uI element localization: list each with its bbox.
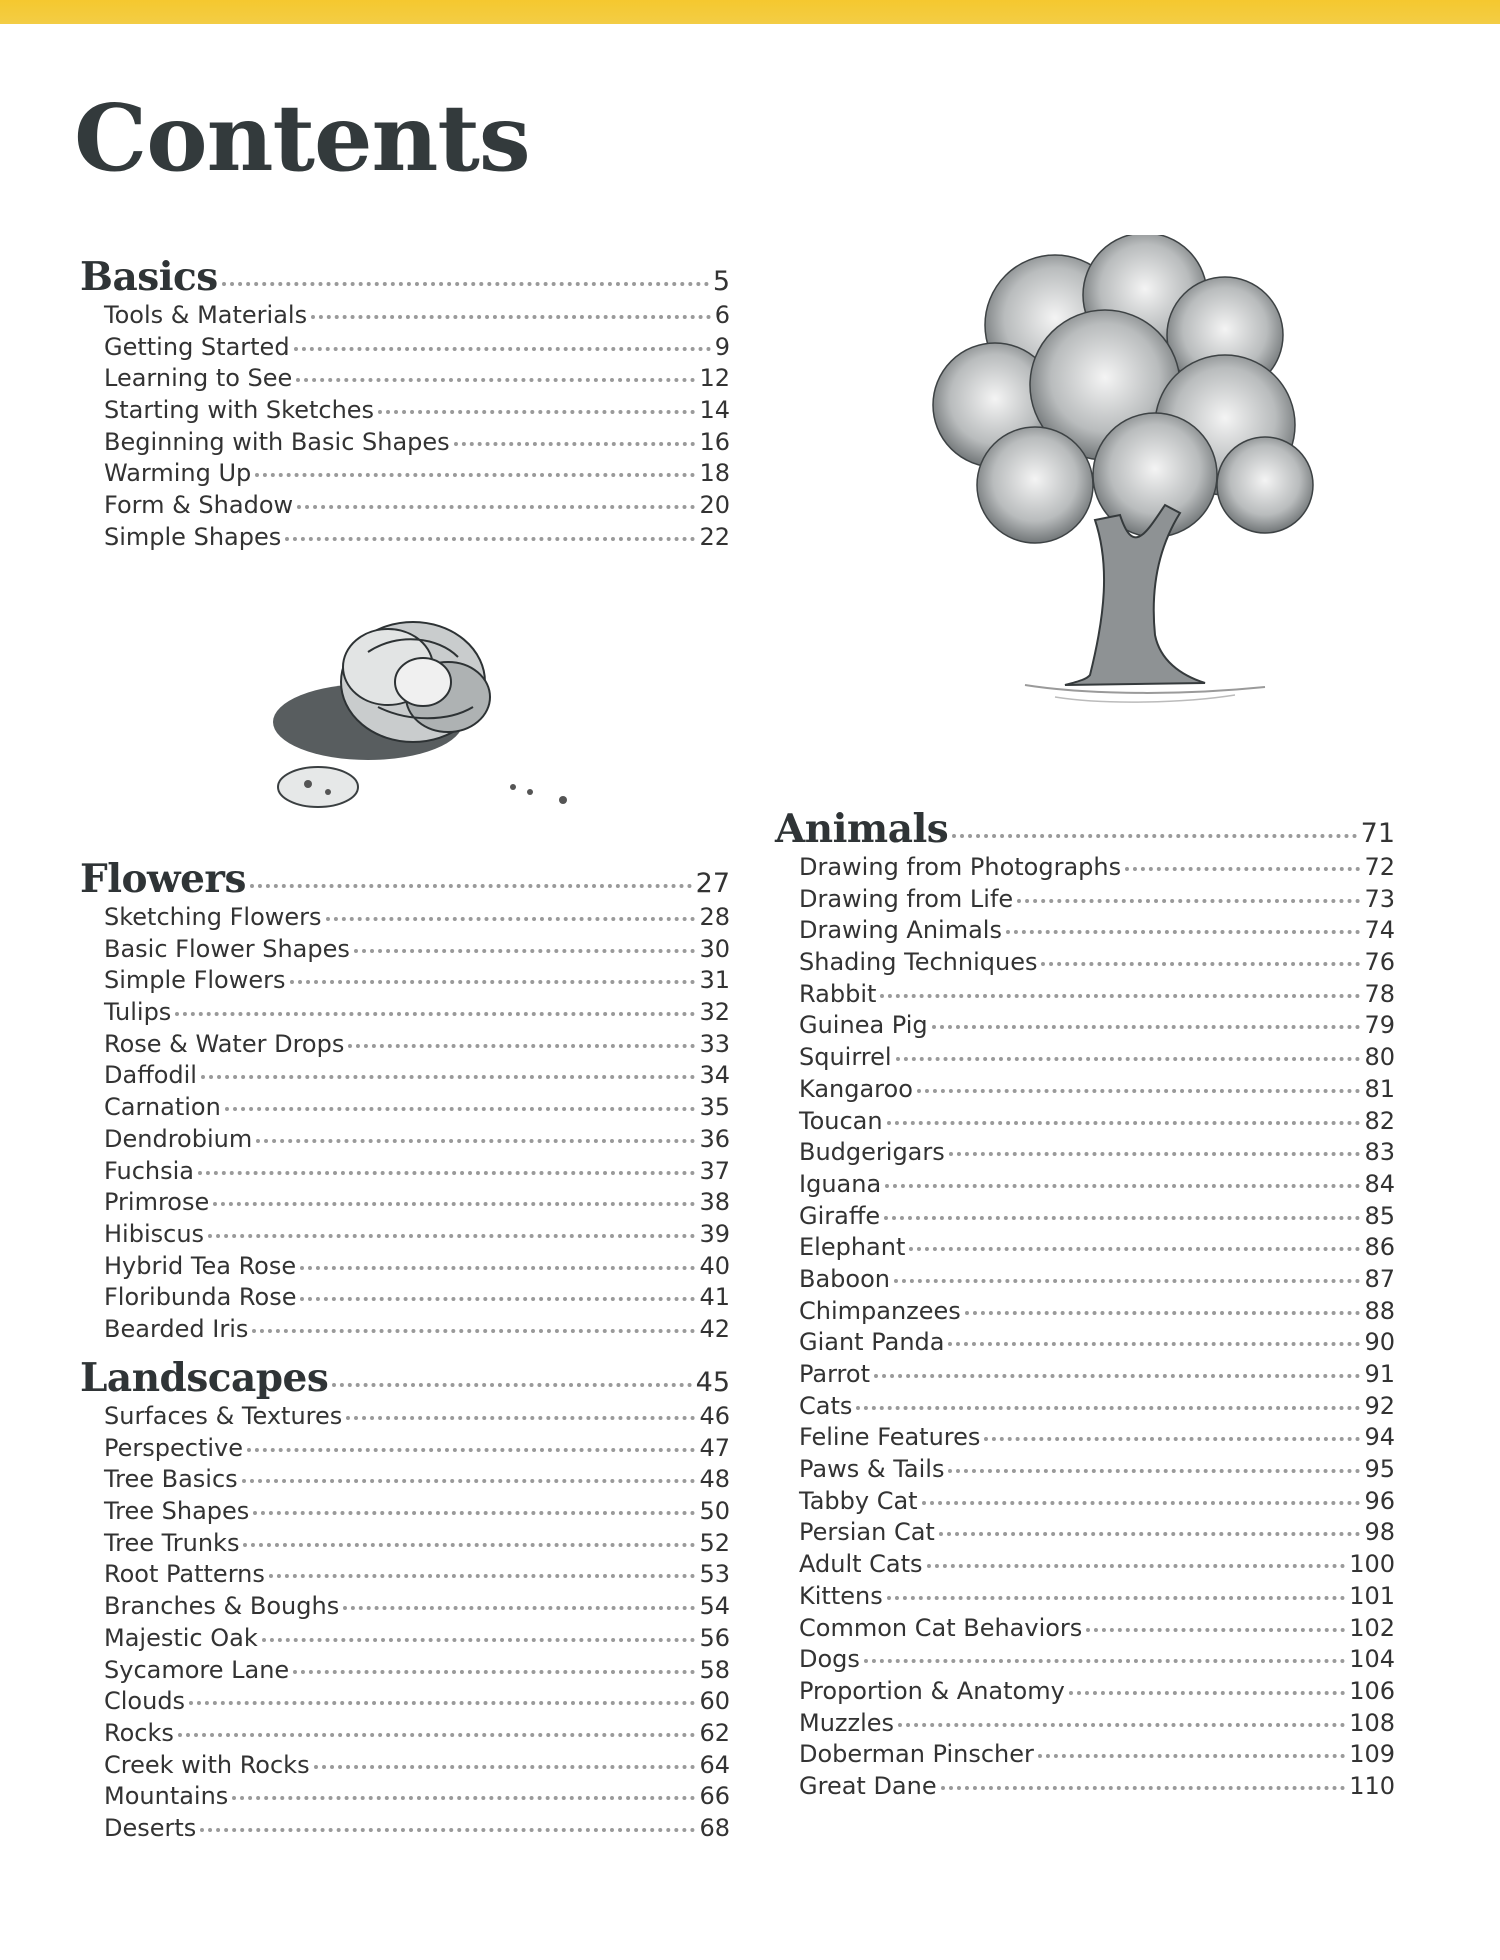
page-number: 45 xyxy=(695,1367,730,1398)
toc-entry[interactable] xyxy=(80,1252,730,1284)
toc-entry[interactable] xyxy=(775,1487,1395,1519)
entry-label: Sycamore Lane xyxy=(104,1655,290,1684)
page-number: 18 xyxy=(699,459,730,488)
page-number: 34 xyxy=(699,1061,730,1090)
toc-entry[interactable] xyxy=(80,1465,730,1497)
entry-label: Daffodil xyxy=(104,1061,197,1090)
page-number: 14 xyxy=(699,396,730,425)
section-basics xyxy=(80,254,730,555)
entry-label: Dendrobium xyxy=(104,1124,253,1153)
toc-entry[interactable] xyxy=(80,396,730,428)
page-number: 110 xyxy=(1349,1771,1395,1800)
page-number: 83 xyxy=(1364,1138,1395,1167)
entry-label: Paws & Tails xyxy=(799,1455,945,1484)
entry-label: Tree Shapes xyxy=(104,1497,250,1526)
toc-entry[interactable] xyxy=(80,1030,730,1062)
toc-entry[interactable] xyxy=(775,1328,1395,1360)
toc-entry[interactable] xyxy=(775,1392,1395,1424)
dot-leader xyxy=(939,1532,1361,1536)
toc-entry[interactable] xyxy=(80,1497,730,1529)
page-number: 62 xyxy=(699,1718,730,1747)
entry-label: Toucan xyxy=(799,1106,883,1135)
toc-entry[interactable] xyxy=(775,980,1395,1012)
section-title: Flowers xyxy=(80,856,246,902)
entry-label: Learning to See xyxy=(104,364,293,393)
page-number: 109 xyxy=(1349,1740,1395,1769)
entry-label: Guinea Pig xyxy=(799,1011,928,1040)
page-number: 52 xyxy=(699,1528,730,1557)
dot-leader xyxy=(896,1057,1361,1061)
page-number: 39 xyxy=(699,1219,730,1248)
page-number: 9 xyxy=(714,332,730,361)
dot-leader xyxy=(243,1543,695,1547)
page-number: 82 xyxy=(1364,1106,1395,1135)
toc-entry[interactable] xyxy=(775,948,1395,980)
dot-leader xyxy=(178,1733,696,1737)
entry-label: Doberman Pinscher xyxy=(799,1740,1034,1769)
entry-label: Mountains xyxy=(104,1782,229,1811)
page-number: 64 xyxy=(699,1750,730,1779)
page-number: 16 xyxy=(699,427,730,456)
page-number: 76 xyxy=(1364,948,1395,977)
dot-leader xyxy=(293,1670,695,1674)
page-number: 95 xyxy=(1364,1455,1395,1484)
dot-leader xyxy=(1017,899,1360,903)
dot-leader xyxy=(255,473,695,477)
toc-entry[interactable] xyxy=(80,1434,730,1466)
page-number: 36 xyxy=(699,1124,730,1153)
toc-entry[interactable] xyxy=(80,1687,730,1719)
entry-label: Sketching Flowers xyxy=(104,903,322,931)
dot-leader xyxy=(880,994,1360,998)
page-number: 56 xyxy=(699,1623,730,1652)
dot-leader xyxy=(354,949,696,953)
page-number: 47 xyxy=(699,1433,730,1462)
page-number: 72 xyxy=(1364,853,1395,881)
toc-entry[interactable] xyxy=(775,1075,1395,1107)
toc-entry[interactable] xyxy=(80,1751,730,1783)
toc-entry[interactable] xyxy=(775,1740,1395,1772)
entry-label: Drawing Animals xyxy=(799,916,1002,945)
accent-band xyxy=(0,0,1500,24)
toc-entry[interactable] xyxy=(80,301,730,333)
entry-label: Form & Shadow xyxy=(104,491,294,520)
dot-leader xyxy=(332,1383,691,1387)
page-number: 42 xyxy=(699,1314,730,1343)
dot-leader xyxy=(252,1329,695,1333)
page-number: 73 xyxy=(1364,884,1395,913)
dot-leader xyxy=(884,1216,1360,1220)
toc-entry[interactable] xyxy=(80,364,730,396)
toc-entry[interactable] xyxy=(80,1093,730,1125)
entry-label: Iguana xyxy=(799,1169,882,1198)
toc-entry[interactable] xyxy=(775,1297,1395,1329)
entry-label: Tulips xyxy=(104,998,172,1027)
page-number: 102 xyxy=(1349,1613,1395,1642)
page-number: 5 xyxy=(712,266,730,297)
toc-entry[interactable] xyxy=(80,1402,730,1434)
dot-leader xyxy=(965,1311,1361,1315)
dot-leader xyxy=(225,1107,696,1111)
page-number: 68 xyxy=(699,1813,730,1842)
entry-label: Drawing from Life xyxy=(799,884,1014,913)
toc-entry[interactable] xyxy=(80,1220,730,1252)
page-number: 33 xyxy=(699,1029,730,1058)
toc-entry[interactable] xyxy=(775,1265,1395,1297)
entry-label: Kittens xyxy=(799,1581,883,1610)
dot-leader xyxy=(189,1701,695,1705)
dot-leader xyxy=(378,410,695,414)
dot-leader xyxy=(232,1796,695,1800)
dot-leader xyxy=(932,1025,1361,1029)
entry-label: Cats xyxy=(799,1391,853,1420)
page-number: 87 xyxy=(1364,1264,1395,1293)
dot-leader xyxy=(208,1234,695,1238)
toc-entry[interactable] xyxy=(80,491,730,523)
entry-label: Carnation xyxy=(104,1093,221,1122)
page-number: 37 xyxy=(699,1156,730,1185)
dot-leader xyxy=(300,1266,695,1270)
dot-leader xyxy=(311,315,711,319)
toc-entry[interactable] xyxy=(80,1061,730,1093)
dot-leader xyxy=(242,1479,696,1483)
entry-label: Branches & Boughs xyxy=(104,1592,340,1621)
entry-label: Simple Flowers xyxy=(104,966,286,995)
section-title: Basics xyxy=(80,254,218,300)
toc-entry[interactable] xyxy=(775,853,1395,885)
dot-leader xyxy=(346,1416,695,1420)
entry-label: Dogs xyxy=(799,1645,860,1674)
page-number: 84 xyxy=(1364,1169,1395,1198)
entry-label: Rocks xyxy=(104,1718,174,1747)
page-number: 53 xyxy=(699,1560,730,1589)
dot-leader xyxy=(887,1121,1361,1125)
section-heading-basics[interactable] xyxy=(80,254,730,301)
entry-label: Giraffe xyxy=(799,1201,881,1230)
toc-entry[interactable] xyxy=(80,523,730,555)
toc-entry[interactable] xyxy=(775,1518,1395,1550)
entry-label: Great Dane xyxy=(799,1771,937,1800)
toc-entry[interactable] xyxy=(80,333,730,365)
toc-entry[interactable] xyxy=(775,1645,1395,1677)
page-number: 94 xyxy=(1364,1423,1395,1452)
dot-leader xyxy=(874,1374,1360,1378)
entry-label: Tabby Cat xyxy=(799,1486,918,1515)
page-number: 92 xyxy=(1364,1391,1395,1420)
toc-entry[interactable] xyxy=(775,1614,1395,1646)
page-number: 74 xyxy=(1364,916,1395,945)
tree-illustration xyxy=(905,235,1345,715)
entry-label: Perspective xyxy=(104,1433,243,1462)
entry-label: Majestic Oak xyxy=(104,1623,258,1652)
dot-leader xyxy=(887,1596,1345,1600)
page-number: 6 xyxy=(714,301,730,329)
dot-leader xyxy=(952,834,1356,838)
toc-entry[interactable] xyxy=(80,1125,730,1157)
toc-entry[interactable] xyxy=(80,903,730,935)
toc-entry[interactable] xyxy=(80,935,730,967)
section-title: Animals xyxy=(775,806,949,852)
entry-label: Persian Cat xyxy=(799,1518,935,1547)
dot-leader xyxy=(948,1469,1360,1473)
entry-label: Primrose xyxy=(104,1188,210,1217)
page-number: 20 xyxy=(699,491,730,520)
toc-entry[interactable] xyxy=(775,1455,1395,1487)
dot-leader xyxy=(262,1638,696,1642)
entry-label: Bearded Iris xyxy=(104,1314,249,1343)
section-heading-animals[interactable] xyxy=(775,806,1395,853)
toc-entry[interactable] xyxy=(80,1814,730,1846)
dot-leader xyxy=(296,378,695,382)
page-title: Contents xyxy=(74,84,530,192)
toc-entry[interactable] xyxy=(80,1656,730,1688)
page-number: 22 xyxy=(699,522,730,551)
page-number: 79 xyxy=(1364,1011,1395,1040)
dot-leader xyxy=(1086,1628,1345,1632)
section-title: Landscapes xyxy=(80,1355,329,1401)
dot-leader xyxy=(1125,867,1360,871)
dot-leader xyxy=(300,1297,695,1301)
page-number: 27 xyxy=(695,868,730,899)
entry-label: Warming Up xyxy=(104,459,252,488)
dot-leader xyxy=(864,1659,1345,1663)
toc-entry[interactable] xyxy=(80,1624,730,1656)
dot-leader xyxy=(256,1139,695,1143)
entry-label: Starting with Sketches xyxy=(104,396,375,425)
dot-leader xyxy=(917,1089,1361,1093)
toc-entry[interactable] xyxy=(775,1677,1395,1709)
toc-entry[interactable] xyxy=(775,1043,1395,1075)
dot-leader xyxy=(343,1606,695,1610)
page-number: 85 xyxy=(1364,1201,1395,1230)
toc-entry[interactable] xyxy=(775,1360,1395,1392)
dot-leader xyxy=(326,917,696,921)
toc-entry[interactable] xyxy=(80,1782,730,1814)
entry-label: Proportion & Anatomy xyxy=(799,1676,1065,1705)
dot-leader xyxy=(922,1501,1361,1505)
entry-label: Baboon xyxy=(799,1264,890,1293)
section-animals xyxy=(775,806,1395,1804)
page-number: 48 xyxy=(699,1465,730,1494)
dot-leader xyxy=(269,1574,696,1578)
dot-leader xyxy=(175,1012,695,1016)
toc-entry[interactable] xyxy=(80,1592,730,1624)
dot-leader xyxy=(297,505,695,509)
toc-entry[interactable] xyxy=(80,1157,730,1189)
dot-leader xyxy=(898,1723,1345,1727)
dot-leader xyxy=(1041,962,1360,966)
toc-entry[interactable] xyxy=(80,1188,730,1220)
dot-leader xyxy=(222,282,709,286)
page-number: 88 xyxy=(1364,1296,1395,1325)
dot-leader xyxy=(894,1279,1360,1283)
dot-leader xyxy=(348,1044,695,1048)
page-number: 58 xyxy=(699,1655,730,1684)
dot-leader xyxy=(984,1437,1360,1441)
entry-label: Creek with Rocks xyxy=(104,1750,310,1779)
dot-leader xyxy=(1038,1754,1345,1758)
entry-label: Rose & Water Drops xyxy=(104,1029,345,1058)
page-number: 106 xyxy=(1349,1676,1395,1705)
page-number: 32 xyxy=(699,998,730,1027)
dot-leader xyxy=(200,1828,695,1832)
entry-label: Chimpanzees xyxy=(799,1296,961,1325)
entry-label: Tree Basics xyxy=(104,1465,238,1494)
entry-label: Hibiscus xyxy=(104,1219,205,1248)
page-number: 96 xyxy=(1364,1486,1395,1515)
dot-leader xyxy=(250,884,692,888)
entry-label: Squirrel xyxy=(799,1043,892,1072)
entry-label: Tools & Materials xyxy=(104,301,308,329)
entry-label: Drawing from Photographs xyxy=(799,853,1122,881)
toc-entry[interactable] xyxy=(775,916,1395,948)
entry-label: Clouds xyxy=(104,1687,186,1716)
toc-entry[interactable] xyxy=(775,1138,1395,1170)
page-number: 54 xyxy=(699,1592,730,1621)
page-number: 78 xyxy=(1364,979,1395,1008)
page-number: 35 xyxy=(699,1093,730,1122)
entry-label: Fuchsia xyxy=(104,1156,194,1185)
section-heading-landscapes[interactable] xyxy=(80,1355,730,1402)
toc-entry[interactable] xyxy=(80,998,730,1030)
page-number: 66 xyxy=(699,1782,730,1811)
entry-label: Feline Features xyxy=(799,1423,981,1452)
dot-leader xyxy=(941,1786,1346,1790)
dot-leader xyxy=(454,442,696,446)
toc-entry[interactable] xyxy=(775,1233,1395,1265)
entry-label: Common Cat Behaviors xyxy=(799,1613,1083,1642)
toc-entry[interactable] xyxy=(80,1315,730,1347)
page-number: 38 xyxy=(699,1188,730,1217)
page-number: 90 xyxy=(1364,1328,1395,1357)
toc-entry[interactable] xyxy=(775,1423,1395,1455)
toc-entry[interactable] xyxy=(80,459,730,491)
page-number: 81 xyxy=(1364,1074,1395,1103)
page-number: 40 xyxy=(699,1251,730,1280)
page-number: 28 xyxy=(699,903,730,931)
dot-leader xyxy=(253,1511,695,1515)
page-number: 71 xyxy=(1360,818,1395,849)
dot-leader xyxy=(909,1247,1360,1251)
toc-entry[interactable] xyxy=(80,1719,730,1751)
section-landscapes xyxy=(80,1355,730,1846)
toc-entry[interactable] xyxy=(775,1550,1395,1582)
page-number: 108 xyxy=(1349,1708,1395,1737)
page-number: 46 xyxy=(699,1402,730,1430)
entry-label: Root Patterns xyxy=(104,1560,265,1589)
page-number: 60 xyxy=(699,1687,730,1716)
page-number: 98 xyxy=(1364,1518,1395,1547)
toc-entry[interactable] xyxy=(775,1170,1395,1202)
toc-entry[interactable] xyxy=(775,1582,1395,1614)
dot-leader xyxy=(949,1152,1361,1156)
dot-leader xyxy=(290,980,696,984)
entry-label: Muzzles xyxy=(799,1708,895,1737)
toc-entry[interactable] xyxy=(80,966,730,998)
page-number: 50 xyxy=(699,1497,730,1526)
entry-label: Basic Flower Shapes xyxy=(104,934,350,963)
page-number: 91 xyxy=(1364,1360,1395,1388)
rose-illustration xyxy=(248,612,593,822)
page-number: 31 xyxy=(699,966,730,995)
entry-label: Floribunda Rose xyxy=(104,1283,297,1312)
dot-leader xyxy=(1006,930,1360,934)
dot-leader xyxy=(294,347,711,351)
dot-leader xyxy=(285,537,695,541)
page-number: 41 xyxy=(699,1283,730,1312)
toc-entry[interactable] xyxy=(80,1529,730,1561)
page-number: 30 xyxy=(699,934,730,963)
dot-leader xyxy=(201,1075,695,1079)
entry-label: Parrot xyxy=(799,1360,870,1388)
section-heading-flowers[interactable] xyxy=(80,856,730,903)
page-number: 86 xyxy=(1364,1233,1395,1262)
entry-label: Giant Panda xyxy=(799,1328,945,1357)
entry-label: Hybrid Tea Rose xyxy=(104,1251,297,1280)
dot-leader xyxy=(1069,1691,1345,1695)
toc-entry[interactable] xyxy=(775,885,1395,917)
toc-entry[interactable] xyxy=(80,1283,730,1315)
toc-entry[interactable] xyxy=(80,428,730,460)
page-number: 12 xyxy=(699,364,730,393)
entry-label: Tree Trunks xyxy=(104,1528,240,1557)
toc-entry[interactable] xyxy=(775,1772,1395,1804)
dot-leader xyxy=(314,1765,696,1769)
page-number: 104 xyxy=(1349,1645,1395,1674)
entry-label: Surfaces & Textures xyxy=(104,1402,343,1430)
dot-leader xyxy=(247,1448,695,1452)
toc-entry[interactable] xyxy=(775,1107,1395,1139)
entry-label: Kangaroo xyxy=(799,1074,913,1103)
entry-label: Simple Shapes xyxy=(104,522,282,551)
dot-leader xyxy=(885,1184,1360,1188)
dot-leader xyxy=(198,1171,695,1175)
entry-label: Beginning with Basic Shapes xyxy=(104,427,450,456)
dot-leader xyxy=(948,1342,1360,1346)
dot-leader xyxy=(927,1564,1346,1568)
section-flowers xyxy=(80,856,730,1347)
page-number: 101 xyxy=(1349,1581,1395,1610)
toc-entry[interactable] xyxy=(80,1560,730,1592)
entry-label: Getting Started xyxy=(104,332,290,361)
toc-entry[interactable] xyxy=(775,1202,1395,1234)
toc-entry[interactable] xyxy=(775,1011,1395,1043)
entry-label: Deserts xyxy=(104,1813,197,1842)
page-number: 100 xyxy=(1349,1550,1395,1579)
entry-label: Budgerigars xyxy=(799,1138,945,1167)
page-number: 80 xyxy=(1364,1043,1395,1072)
toc-entry[interactable] xyxy=(775,1709,1395,1741)
entry-label: Adult Cats xyxy=(799,1550,923,1579)
entry-label: Rabbit xyxy=(799,979,877,1008)
entry-label: Elephant xyxy=(799,1233,906,1262)
dot-leader xyxy=(856,1406,1360,1410)
entry-label: Shading Techniques xyxy=(799,948,1038,977)
dot-leader xyxy=(213,1202,695,1206)
